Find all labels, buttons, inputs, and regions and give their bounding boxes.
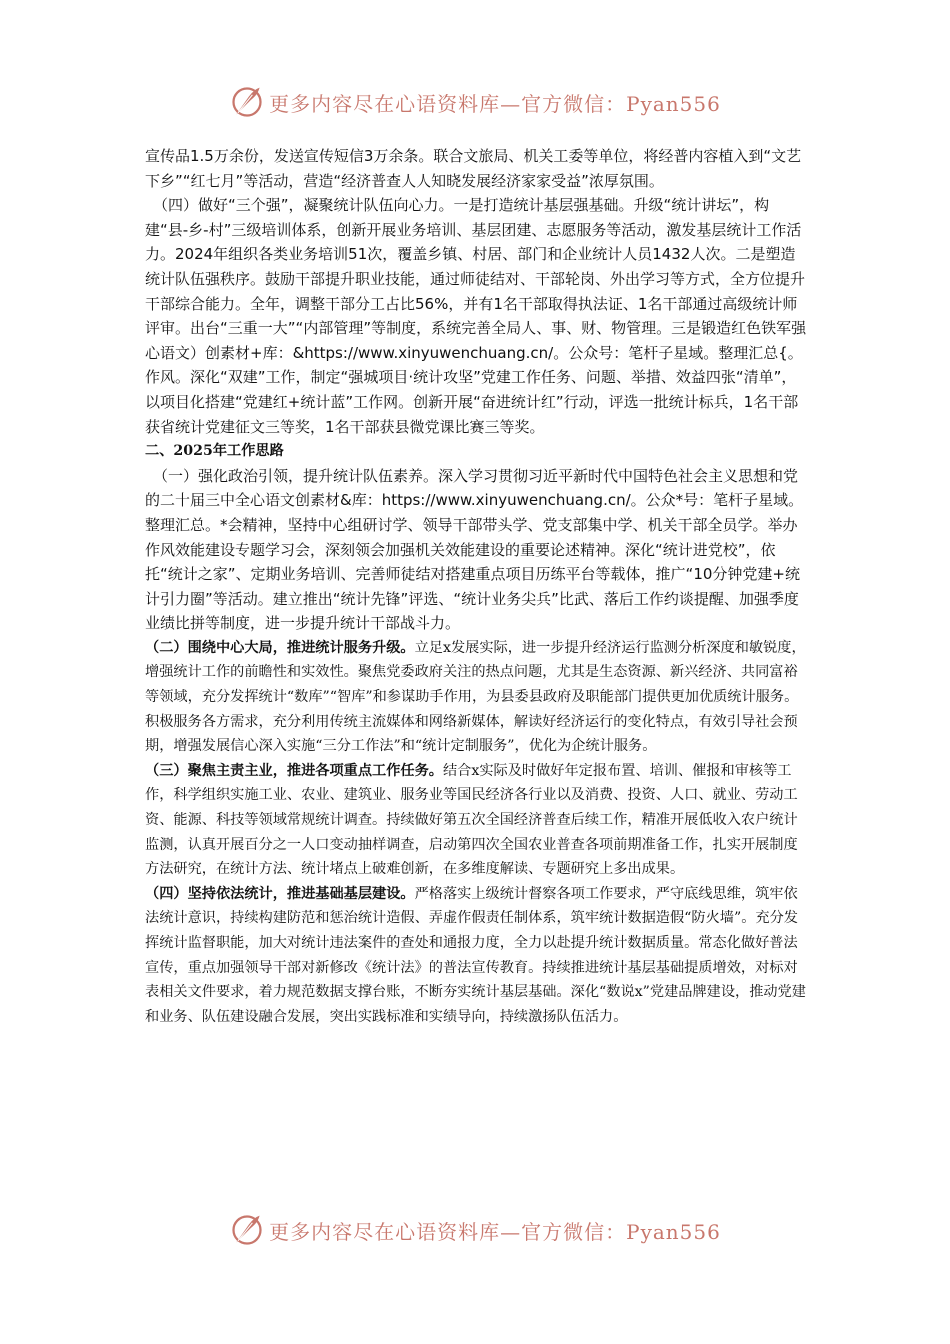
quill-logo-icon bbox=[229, 1212, 265, 1248]
footer-watermark-banner bbox=[0, 1210, 950, 1250]
paragraph: 宣传品1.5万余份，发送宣传短信3万余条。联合文旅局、机关工委等单位，将经普内容植入到“文艺下乡”“红七月”等活动，营造“经济普查人人知晓发展经济家家受益”浓厚氛围。 bbox=[145, 147, 802, 190]
paragraph-text: 结合x实际及时做好年定报布置、培训、催报和审核等工作，科学组织实施工业、农业、建筑业、服务业等国民经济各行业以及消费、投资、人口、就业、劳动工资、能源、科技等领域常规统计调查。持续做好第五次全国经济普查后续工作，精准开展低收入农户统计监测，认真开展百分之一人口变动抽样调查，启动第四次全国农业普查各项前期准备工作，扎实开展制度方法研究，在统计方法、统计堵点上破难创新，在多维度解读、专题研究上多出成果。 bbox=[145, 762, 798, 878]
paragraph-lead: （四）坚持依法统计，推进基础基层建设。 bbox=[145, 885, 415, 902]
paragraph: （四）做好“三个强”，凝聚统计队伍向心力。一是打造统计基层强基础。升级“统计讲坛”，构建“县-乡-村”三级培训体系，创新开展业务培训、基层团建、志愿服务等活动，激发基层统计工作活力。2024年组织各类业务培训51次，覆盖乡镇、村居、部门和企业统计人员1432人次。二是塑造统计队伍强秩序。鼓励干部提升职业技能，通过师徒结对、干部轮岗、外出学习等方式，全方位提升干部综合能力。全年，调整干部分工占比56%，并有1名干部取得执法证、1名干部通过高级统计师评审。出台“三重一大”“内部管理”等制度，系统完善全局人、事、财、物管理。三是锻造红色铁军强心语文）创素材+库：&https://www.xinyuwenchuang.cn/。公众号：笔杆子星域。整理汇总{。作风。深化“双建”工作，制定“强城项目·统计攻坚”党建工作任务、问题、举措、效益四张“清单”，以项目化搭建“党建红+统计蓝”工作网。创新开展“奋进统计红”行动，评选一批统计标兵，1名干部获省统计党建征文三等奖，1名干部获县微党课比赛三等奖。 bbox=[145, 196, 807, 436]
header-watermark-banner bbox=[0, 82, 950, 122]
paragraph-text: 严格落实上级统计督察各项工作要求，严守底线思维，筑牢依法统计意识，持续构建防范和惩治统计造假、弄虚作假责任制体系，筑牢统计数据造假“防火墙”。充分发挥统计监督职能，加大对统计违法案件的查处和通报力度，全力以赴提升统计数据质量。常态化做好普法宣传，重点加强领导干部对新修改《统计法》的普法宣传教育。持续推进统计基层基础提质增效，对标对表相关文件要求，着力规范数据支撑台账，不断夯实统计基层基础。深化“数说x”党建品牌建设，推动党建和业务、队伍建设融合发展，突出实践标准和实绩导向，持续激扬队伍活力。 bbox=[145, 885, 806, 1025]
watermark-text: 更多内容尽在心语资料库—官方微信：Pyan556 bbox=[269, 91, 721, 116]
paragraph bbox=[145, 636, 810, 759]
paragraph bbox=[145, 882, 810, 1030]
watermark-text: 更多内容尽在心语资料库—官方微信：Pyan556 bbox=[269, 1219, 721, 1244]
paragraph-lead: （三）聚焦主责主业，推进各项重点工作任务。 bbox=[145, 762, 443, 779]
quill-logo-icon bbox=[229, 84, 265, 120]
paragraph-lead: （二）围绕中心大局，推进统计服务升级。 bbox=[145, 639, 415, 656]
paragraph: （一）强化政治引领，提升统计队伍素养。深入学习贯彻习近平新时代中国特色社会主义思想和党的二十届三中全心语文创素材&库：https://www.xinyuwenchuang.cn/。公众*号：笔杆子星域。整理汇总。*会精神，坚持中心组研讨学、领导干部带头学、党支部集中学、机关干部全员学。举办作风效能建设专题学习会，深刻领会加强机关效能建设的重要论述精神。深化“统计进党校”，依托“统计之家”、定期业务培训、完善师徒结对搭建重点项目历练平台等载体，推广“10分钟党建+统计引力圈”等活动。建立推出“统计先锋”评选、“统计业务尖兵”比武、落后工作约谈提醒、加强季度业绩比拼等制度，进一步提升统计干部战斗力。 bbox=[145, 466, 804, 633]
document-body bbox=[145, 144, 810, 1029]
paragraph-text: 立足x发展实际，进一步提升经济运行监测分析深度和敏锐度，增强统计工作的前瞻性和实效性。聚焦党委政府关注的热点问题，尤其是生态资源、新兴经济、共同富裕等领域，充分发挥统计“数库”“智库”和参谋助手作用，为县委县政府及职能部门提供更加优质统计服务。积极服务各方需求，充分利用传统主流媒体和网络新媒体，解读好经济运行的变化特点，有效引导社会预期，增强发展信心深入实施“三分工作法”和“统计定制服务”，优化为企统计服务。 bbox=[145, 639, 806, 755]
paragraph bbox=[145, 759, 810, 882]
section-heading: 二、2025年工作思路 bbox=[145, 443, 284, 460]
